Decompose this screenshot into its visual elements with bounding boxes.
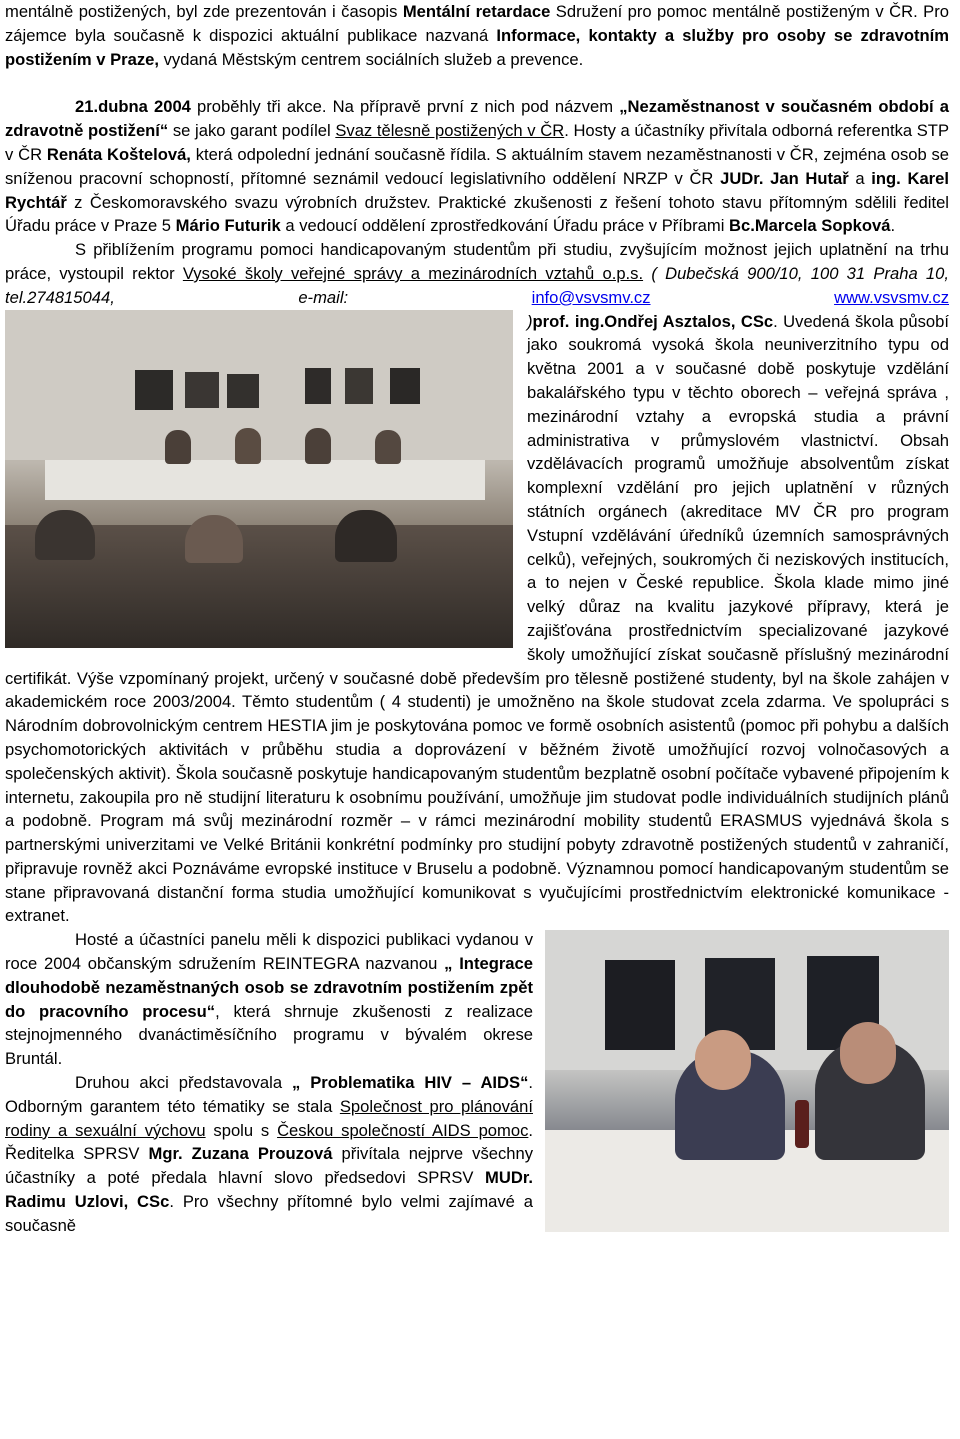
underlined-text: Českou společností AIDS pomoc <box>277 1120 529 1140</box>
wall-poster <box>227 374 259 408</box>
bold-text: Bc.Marcela Sopková <box>729 216 891 236</box>
speaker <box>165 430 191 464</box>
head-table <box>45 460 485 500</box>
text: se jako garant podílel <box>168 121 336 141</box>
text: proběhly tři akce. <box>190 97 327 117</box>
bold-text: JUDr. Jan Hutař <box>720 168 849 188</box>
audience-head <box>335 510 397 562</box>
bold-text: Mentální retardace <box>402 2 551 21</box>
text: a vedoucí oddělení zprostředkování Úřadu práce v Příbrami <box>280 216 730 236</box>
text: z Českomoravského svazu výrobních družstev. Praktické zkušenosti z řešení tohoto stavu přítomným sdělili ředitel Úřadu práce v Praze 5 <box>5 192 949 236</box>
italic-text <box>651 288 835 307</box>
text: . Hosty a účastníky přivítala odborná referentka STP v ČR <box>5 121 950 164</box>
wall-poster <box>135 370 173 410</box>
bold-text: Renáta Koštelová, <box>46 144 191 164</box>
bold-text: Mgr. Zuzana Prouzová <box>148 1144 333 1164</box>
bold-text: „ Integrace dlouhodobě nezaměstnaných osob se zdravotním postižením zpět do pracovního procesu“ <box>5 954 533 1021</box>
italic-text: ) <box>527 311 533 331</box>
italic-text: ( Dubečská 900/10, 100 31 Praha 10, tel.274815044, e-mail: <box>5 263 949 307</box>
bold-text: „Nezaměstnanost v současném období a zdravotně postižení“ <box>5 97 949 141</box>
underlined-text: Společnost pro plánování rodiny a sexuální výchovu <box>5 1096 533 1140</box>
text: . <box>890 216 896 236</box>
bold-text: MUDr. Radimu Uzlovi, CSc <box>5 1168 533 1212</box>
speaker <box>305 428 331 464</box>
speaker <box>375 430 401 464</box>
wall-poster <box>390 368 420 404</box>
document-page <box>5 0 949 1238</box>
text: vydaná Městským centrem sociálních služeb a prevence. <box>159 49 584 69</box>
text: . Pro všechny přítomné bylo velmi zajímavé a současně <box>5 1192 533 1235</box>
paragraph-3 <box>5 238 949 928</box>
website-link[interactable]: www.vsvsmv.cz <box>834 287 949 307</box>
email-link[interactable]: info@vsvsmv.cz <box>531 287 651 307</box>
text: a <box>848 168 872 188</box>
text: . Ředitelka SPRSV <box>5 1120 533 1164</box>
audience-head <box>185 515 243 563</box>
underlined-text: Svaz tělesně postižených v ČR <box>335 121 565 141</box>
wall-picture <box>605 960 675 1050</box>
wall-poster <box>185 372 219 408</box>
text: Hosté a účastníci panelu měli k dispozici publikaci vydanou v roce 2004 občanským sdružením REINTEGRA nazvanou <box>5 930 533 974</box>
participant-face <box>695 1030 751 1090</box>
wall-poster <box>345 368 373 404</box>
bold-text: „ Problematika HIV – AIDS“ <box>292 1073 529 1093</box>
audience-head <box>35 510 95 560</box>
bold-text: Informace, kontakty a služby pro osoby se zdravotním postižením v Praze, <box>5 25 950 69</box>
text: Druhou akci představovala <box>75 1073 292 1093</box>
text: , která shrnuje zkušenosti z realizace stejnojmenného dvanáctiměsíčního programu v bývalém okrese Bruntál. <box>5 1001 533 1069</box>
bottle <box>795 1100 809 1148</box>
bold-text: Mário Futurik <box>175 216 281 236</box>
wall-poster <box>305 368 331 404</box>
text: S přiblížením programu pomoci handicapovaným studentům při studiu, zvyšujícím možnost jejich uplatnění na trhu práce, vystoupil rektor <box>5 240 949 283</box>
text: . Odborným garantem této tématiky se stala <box>5 1073 534 1116</box>
text: mentálně postižených, byl zde prezentován i časopis <box>5 2 403 21</box>
conference-photo-1 <box>5 310 513 648</box>
paragraph-2 <box>5 95 949 238</box>
bold-text: ing. Karel Rychtář <box>5 168 949 212</box>
bold-text: prof. ing.Ondřej Asztalos, CSc <box>532 311 774 331</box>
conference-photo-2 <box>545 930 949 1232</box>
participant-face <box>840 1022 896 1084</box>
paragraph-1 <box>5 0 949 71</box>
paragraph-4 <box>5 928 949 1071</box>
text: přivítala nejprve všechny účastníky a poté předala hlavní slovo předsedovi SPRSV <box>5 1144 534 1188</box>
school-name[interactable]: Vysoké školy veřejné správy a mezinárodních vztahů o.p.s. <box>182 263 644 283</box>
text: spolu s <box>205 1120 278 1140</box>
text: . Uvedená škola působí jako soukromá vysoká škola neuniverzitního typu od května 2001 a v současné době poskytuje vzdělání bakalářského typu v těchto oborech – veřejná správa , mezinárodní vztahy a evropská studia a právní administrativa v průmyslovém vlastnictví. Obsah vzdělávacích programů umožňuje absolventům získat komplexní vzdělání pro jejich uplatnění v různých státních orgánech (akreditace MV ČR pro program Vstupní vzdělávání úředníků územních samosprávných celků), veřejných, soukromých či neziskových institucích, a to nejen v České republice. Škola klade mimo jiné velký důraz na kvalitu jazykové přípravy, která je zajišťována prostřednictvím specializované jazykové školy umožňující získat současně příslušný mezinárodní certifikát. Výše vzpomínaný projekt, určený v současné době především pro tělesně postižené studenty, byl na škole zahájen v akademickém roce 2003/2004. Těmto studentům ( 4 studenti) je umožněno na škole studovat zcela zdarma. Ve spolupráci s Národním dobrovolnickým centrem HESTIA jim je poskytována pomoc ve formě osobních asistentů (pomoc při pohybu a dalších psychomotorických aktivitách v průběhu studia a doprovázení v běžném životě umožňující rozvoj volnočasových a společenských aktivit). Škola současně poskytuje handicapovaným studentům bezplatně osobní počítače vybavené připojením k internetu, zakoupila pro ně studijní literaturu k osobnímu používání, umožňuje jim studovat podle individuálních studijních plánů a podobně. Program má svůj mezinárodní rozměr – v rámci mezinárodní mobility studentů ERASMUS vyjednává škola s partnerskými univerzitami ve Velké Británii konkrétní podmínky pro studijní pobyty zdravotně postižených studentů v zahraničí, připravuje rovněž akci Poznáváme evropské instituce v Bruselu a podobně. Významnou pomocí handicapovaným studentům se stane připravovaná distanční forma studia umožňující komunikovat s vyučujícími prostřednictvím elektronické komunikace - extranet. <box>5 311 949 926</box>
bold-text: 21.dubna 2004 <box>75 97 191 117</box>
speaker <box>235 428 261 464</box>
text: Na přípravě první z nich pod názvem <box>326 97 620 117</box>
text: která odpolední jednání současně řídila. S aktuálním stavem nezaměstnanosti v ČR, zejména osob se sníženou pracovní schopností, přítomné seznámil vedoucí legislativního oddělení NRZP v ČR <box>5 144 950 188</box>
text: Sdružení pro pomoc mentálně postiženým v ČR. Pro zájemce byla současně k dispozici aktuální publikace nazvaná <box>5 2 949 45</box>
